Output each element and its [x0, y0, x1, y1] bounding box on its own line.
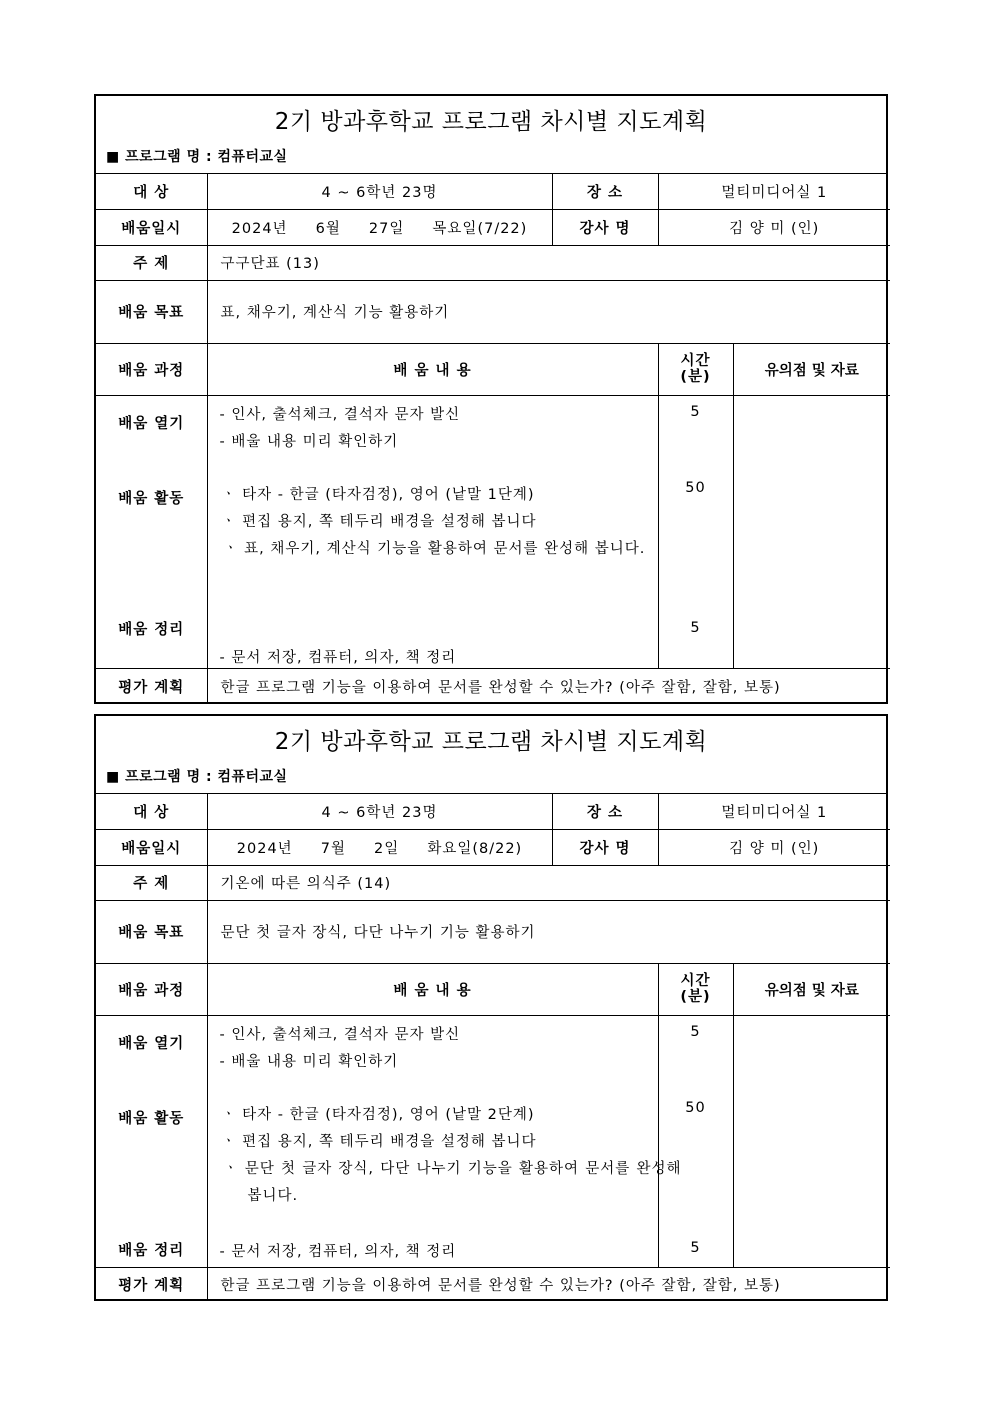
content-column [207, 1015, 682, 1267]
list-item: ㆍ 편집 용지, 쪽 테두리 배경을 설정해 봅니다 [221, 1133, 537, 1150]
stage-column [96, 1015, 207, 1267]
time-header [658, 963, 733, 1015]
list-item: ㆍ 표, 채우기, 계산식 기능을 활용하여 문서를 완성해 봅니다. [223, 540, 646, 557]
goal-label: 배움 목표 [96, 280, 207, 343]
page-title: 2기 방과후학교 프로그램 차시별 지도계획 [274, 729, 708, 755]
eval-value: 한글 프로그램 기능을 이용하여 문서를 완성할 수 있는가? (아주 잘함, 잘함, 보통) [207, 1267, 890, 1301]
time-column [658, 1015, 733, 1267]
date-value [207, 829, 552, 865]
stage-column [96, 395, 207, 668]
topic-label: 주 제 [96, 865, 207, 900]
stage-open: 배움 열기 [118, 415, 185, 432]
eval-label: 평가 계획 [96, 1267, 207, 1301]
place-value: 멀티미디어실 1 [658, 794, 890, 829]
time-close: 5 [690, 619, 701, 636]
stage-open: 배움 열기 [118, 1035, 185, 1052]
plan-table [96, 794, 890, 1301]
close-content: - 문서 저장, 컴퓨터, 의자, 책 정리 [219, 649, 457, 666]
target-label: 대 상 [96, 794, 207, 829]
instructor-value: 김 양 미 (인) [658, 829, 890, 865]
target-value: 4 ~ 6학년 23명 [207, 174, 552, 209]
process-header: 배움 과정 [96, 343, 207, 395]
target-value: 4 ~ 6학년 23명 [207, 794, 552, 829]
date-day: 27일 [368, 220, 405, 237]
stage-activity: 배움 활동 [118, 1110, 185, 1127]
list-item: ㆍ 문단 첫 글자 장식, 다단 나누기 기능을 활용하여 문서를 완성해 봅니다. [223, 1160, 682, 1204]
time-header-line-1: 시간 [680, 353, 711, 369]
time-header-line-2: (분) [680, 989, 711, 1005]
content-column [207, 395, 658, 668]
instructor-label: 강사 명 [552, 209, 658, 245]
date-value [207, 209, 552, 245]
list-item: ㆍ 타자 - 한글 (타자검정), 영어 (낱말 2단계) [221, 1106, 535, 1123]
activity-content [222, 1102, 682, 1210]
list-item: ㆍ 편집 용지, 쪽 테두리 배경을 설정해 봅니다 [221, 513, 537, 530]
list-item: - 배울 내용 미리 확인하기 [219, 433, 399, 450]
topic-label: 주 제 [96, 245, 207, 280]
date-year: 2024년 [236, 840, 293, 857]
time-open: 5 [690, 403, 701, 420]
activity-content [222, 482, 682, 563]
plan-header [96, 716, 886, 794]
stage-close: 배움 정리 [118, 1242, 185, 1259]
lesson-plan-1 [94, 94, 888, 704]
place-value: 멀티미디어실 1 [658, 174, 890, 209]
date-month: 7월 [320, 840, 346, 857]
stage-close: 배움 정리 [118, 621, 185, 638]
time-activity: 50 [685, 479, 706, 496]
notes-cell [733, 395, 890, 668]
time-column [658, 395, 733, 668]
page-title: 2기 방과후학교 프로그램 차시별 지도계획 [274, 109, 708, 135]
date-year: 2024년 [231, 220, 288, 237]
list-item: ㆍ 타자 - 한글 (타자검정), 영어 (낱말 1단계) [221, 486, 535, 503]
list-item: - 인사, 출석체크, 결석자 문자 발신 [219, 1026, 461, 1043]
content-header: 배 움 내 용 [207, 343, 658, 395]
notes-cell [733, 1015, 890, 1267]
time-activity: 50 [685, 1099, 706, 1116]
list-item: - 인사, 출석체크, 결석자 문자 발신 [219, 406, 461, 423]
open-content [220, 1022, 461, 1076]
date-weekday: 목요일(7/22) [432, 220, 528, 237]
place-label: 장 소 [552, 794, 658, 829]
plan-header [96, 96, 886, 174]
instructor-value: 김 양 미 (인) [658, 209, 890, 245]
stage-activity: 배움 활동 [118, 490, 185, 507]
program-name: ■ 프로그램 명 : 컴퓨터교실 [106, 769, 288, 785]
date-weekday: 화요일(8/22) [427, 840, 523, 857]
date-month: 6월 [315, 220, 341, 237]
goal-value: 표, 채우기, 계산식 기능 활용하기 [207, 280, 890, 343]
time-close: 5 [690, 1239, 701, 1256]
program-name: ■ 프로그램 명 : 컴퓨터교실 [106, 149, 288, 165]
target-label: 대 상 [96, 174, 207, 209]
list-item: - 배울 내용 미리 확인하기 [219, 1053, 399, 1070]
goal-value: 문단 첫 글자 장식, 다단 나누기 기능 활용하기 [207, 900, 890, 963]
topic-value: 기온에 따른 의식주 (14) [207, 865, 890, 900]
time-header [658, 343, 733, 395]
date-label: 배움일시 [96, 829, 207, 865]
time-header-line-1: 시간 [680, 973, 711, 989]
notes-header: 유의점 및 자료 [733, 963, 890, 1015]
date-label: 배움일시 [96, 209, 207, 245]
lesson-plan-2 [94, 714, 888, 1301]
date-day: 2일 [374, 840, 400, 857]
open-content [220, 402, 461, 456]
close-content: - 문서 저장, 컴퓨터, 의자, 책 정리 [219, 1243, 457, 1260]
content-header: 배 움 내 용 [207, 963, 658, 1015]
process-header: 배움 과정 [96, 963, 207, 1015]
notes-header: 유의점 및 자료 [733, 343, 890, 395]
goal-label: 배움 목표 [96, 900, 207, 963]
instructor-label: 강사 명 [552, 829, 658, 865]
time-header-line-2: (분) [680, 369, 711, 385]
topic-value: 구구단표 (13) [207, 245, 890, 280]
plan-table [96, 174, 890, 704]
eval-label: 평가 계획 [96, 668, 207, 704]
eval-value: 한글 프로그램 기능을 이용하여 문서를 완성할 수 있는가? (아주 잘함, 잘함, 보통) [207, 668, 890, 704]
place-label: 장 소 [552, 174, 658, 209]
time-open: 5 [690, 1023, 701, 1040]
